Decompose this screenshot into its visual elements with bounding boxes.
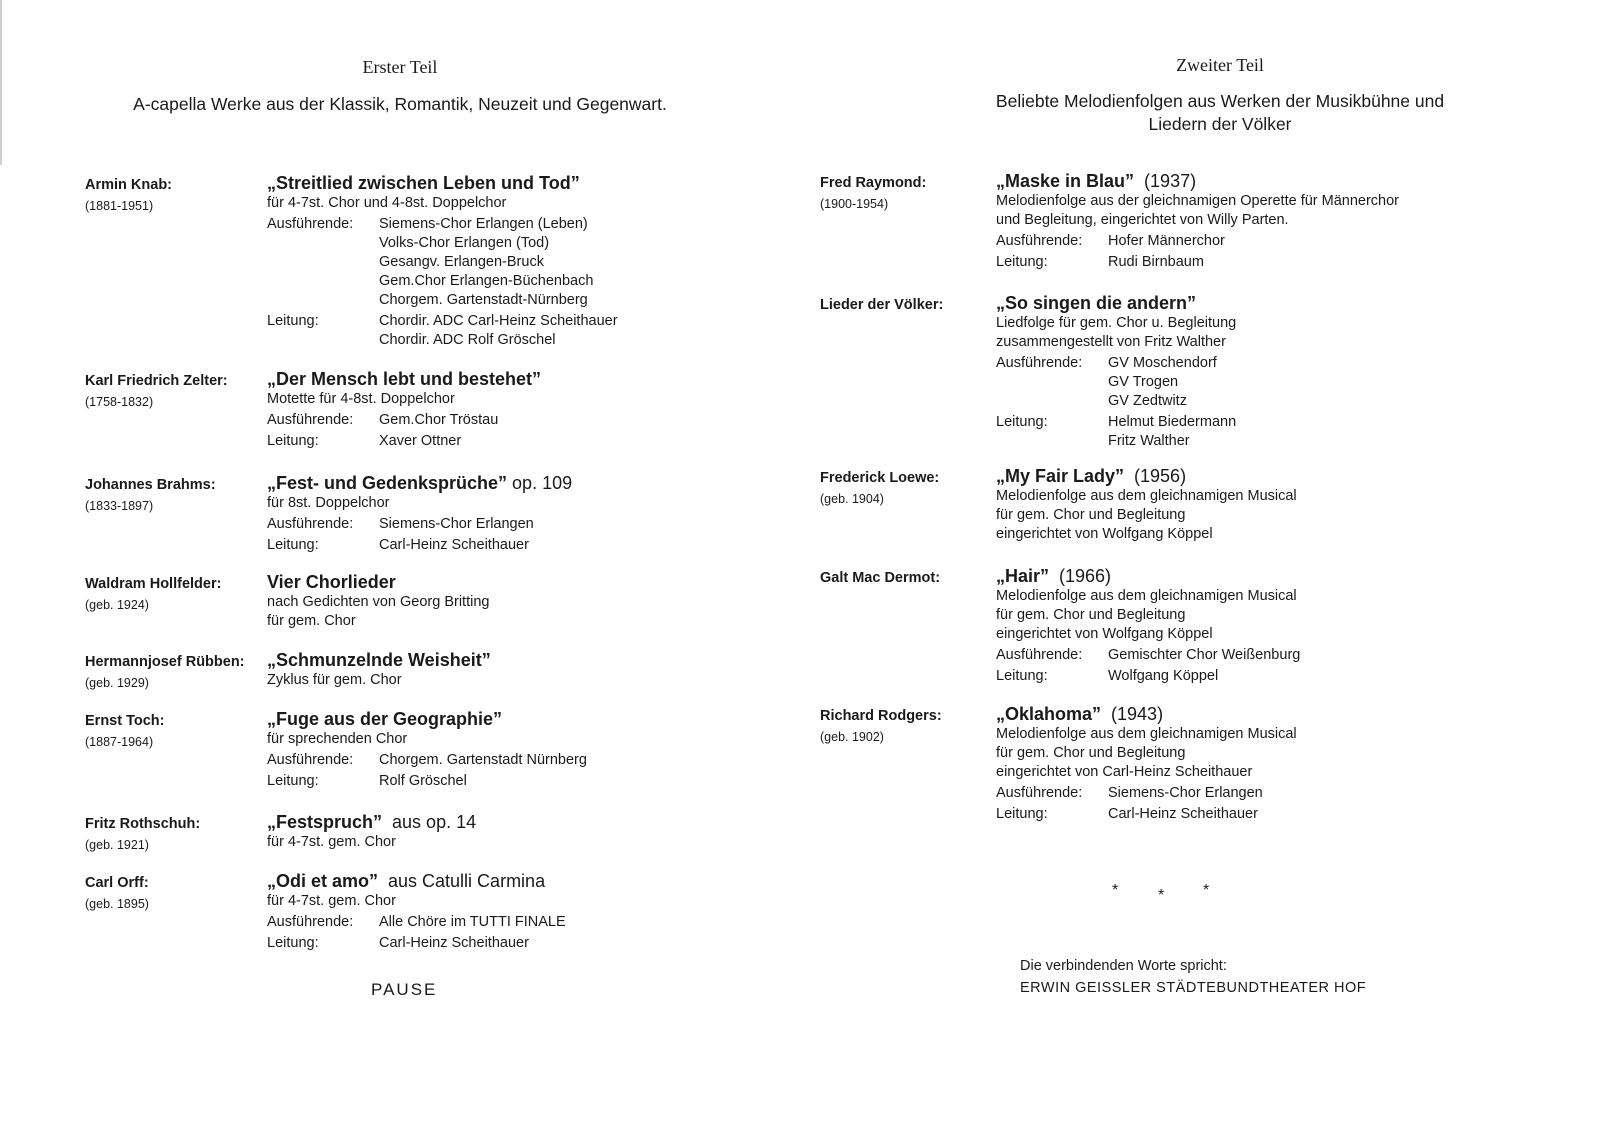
composer (820, 569, 1000, 587)
composer (820, 296, 1000, 314)
pause-label: PAUSE (371, 980, 438, 999)
composer-dates: (geb. 1921) (85, 838, 149, 852)
work-title (996, 292, 1236, 314)
work-description: Melodienfolge aus dem gleichnamigen Musical (996, 588, 1297, 604)
conductor: Carl-Heinz Scheithauer (379, 537, 529, 553)
composer-name: Richard Rodgers: (820, 708, 942, 724)
work-title (996, 703, 1297, 725)
conductor: Carl-Heinz Scheithauer (1108, 806, 1258, 822)
work (267, 472, 572, 555)
work-title (996, 565, 1300, 587)
conductor: Xaver Ottner (379, 433, 462, 449)
performers (267, 913, 566, 932)
work-description: Zyklus für gem. Chor (267, 672, 402, 688)
work-title (267, 870, 566, 892)
performers-label: Ausführende: (996, 647, 1083, 663)
performers-label: Ausführende: (996, 355, 1083, 371)
work-description: Motette für 4-8st. Doppelchor (267, 391, 455, 407)
performer: Gemischter Chor Weißenburg (1108, 647, 1301, 663)
work (996, 170, 1399, 272)
performers-label: Ausführende: (996, 785, 1083, 801)
performer: Chorgem. Gartenstadt Nürnberg (379, 752, 587, 768)
work (996, 565, 1300, 686)
work-title-main: „Schmunzelnde Weisheit” (267, 650, 491, 670)
conductor-label: Leitung: (996, 806, 1048, 822)
work (996, 292, 1236, 451)
conductors (267, 772, 587, 791)
work (267, 870, 566, 953)
work-description: für 4-7st. Chor und 4-8st. Doppelchor (267, 195, 507, 211)
composer-dates: (geb. 1904) (820, 492, 884, 506)
performers (267, 411, 541, 430)
work-title (267, 368, 541, 390)
work-description: für sprechenden Chor (267, 731, 408, 747)
performer: GV Moschendorf (1108, 355, 1217, 371)
work-description: eingerichtet von Wolfgang Köppel (996, 526, 1213, 542)
conductor: Rudi Birnbaum (1108, 254, 1204, 270)
performers (996, 354, 1236, 411)
conductors (996, 253, 1399, 272)
composer (85, 176, 265, 215)
work-description: Melodienfolge aus der gleichnamigen Operette für Männerchor (996, 193, 1400, 209)
composer-name: Ernst Toch: (85, 713, 165, 729)
work-description: Melodienfolge aus dem gleichnamigen Musical (996, 488, 1297, 504)
composer (85, 712, 265, 751)
work-title-extra: (1966) (1049, 566, 1112, 586)
composer (820, 174, 1000, 213)
composer-dates: (geb. 1902) (820, 730, 884, 744)
work-title-main: Vier Chorlieder (267, 572, 396, 592)
performers-label: Ausführende: (267, 216, 354, 232)
composer (85, 372, 265, 411)
performers (267, 515, 572, 534)
work (267, 811, 476, 852)
work-title (267, 811, 476, 833)
conductor: Wolfgang Köppel (1108, 668, 1219, 684)
performers-label: Ausführende: (267, 914, 354, 930)
performers (996, 784, 1297, 803)
composer-name: Johannes Brahms: (85, 477, 216, 493)
conductors (267, 432, 541, 451)
conductor-label: Leitung: (996, 254, 1048, 270)
composer (85, 476, 265, 515)
performers (996, 646, 1300, 665)
work-title-main: „Der Mensch lebt und bestehet” (267, 369, 542, 389)
work-title-main: „Fuge aus der Geographie” (267, 709, 503, 729)
composer (820, 469, 1000, 508)
closing-line-1: Die verbindenden Worte spricht: (1020, 958, 1227, 974)
work-description: für gem. Chor und Begleitung (996, 507, 1186, 523)
performer: Siemens-Chor Erlangen (Leben) (379, 216, 588, 232)
star: * (1112, 882, 1119, 899)
composer-name: Carl Orff: (85, 875, 149, 891)
work-title-extra: aus op. 14 (382, 812, 477, 832)
work (267, 649, 491, 690)
part-two-title: Zweiter Teil (1176, 55, 1264, 75)
closing-note (1020, 955, 1366, 999)
composer-dates: (1833-1897) (85, 499, 154, 513)
work-description: für 4-7st. gem. Chor (267, 893, 396, 909)
performers-label: Ausführende: (267, 412, 354, 428)
performer: Gesangv. Erlangen-Bruck (379, 254, 544, 270)
composer-name: Lieder der Völker: (820, 297, 944, 313)
conductor-label: Leitung: (996, 414, 1048, 430)
work-title (267, 472, 572, 494)
composer (85, 653, 265, 692)
conductors (996, 667, 1300, 686)
work (267, 571, 489, 631)
performers (267, 751, 587, 770)
work-description: Melodienfolge aus dem gleichnamigen Musical (996, 726, 1297, 742)
conductor-label: Leitung: (267, 537, 319, 553)
work-description: nach Gedichten von Georg Britting (267, 594, 490, 610)
work-description: für gem. Chor und Begleitung (996, 607, 1186, 623)
part-two-subtitle-line1: Beliebte Melodienfolgen aus Werken der Musikbühne und (995, 91, 1445, 111)
work-title-main: „Streitlied zwischen Leben und Tod” (267, 173, 580, 193)
work (267, 368, 541, 451)
conductor: Chordir. ADC Carl-Heinz Scheithauer (379, 313, 618, 329)
work-title-main: „Oklahoma” (996, 704, 1102, 724)
conductor: Chordir. ADC Rolf Gröschel (379, 332, 556, 348)
composer-dates: (1758-1832) (85, 395, 154, 409)
composer-dates: (1900-1954) (820, 197, 889, 211)
conductors (267, 312, 618, 350)
composer (85, 874, 265, 913)
performer: GV Trogen (1108, 374, 1179, 390)
work-title-main: „Fest- und Gedenksprüche” (267, 473, 508, 493)
conductor-label: Leitung: (267, 773, 319, 789)
star: * (1203, 882, 1210, 899)
composer-dates: (1887-1964) (85, 735, 154, 749)
composer-name: Karl Friedrich Zelter: (85, 373, 228, 389)
performers-label: Ausführende: (996, 233, 1083, 249)
work-title-main: „Odi et amo” (267, 871, 379, 891)
conductor: Rolf Gröschel (379, 773, 467, 789)
conductor-label: Leitung: (267, 935, 319, 951)
work (996, 703, 1297, 824)
performer: GV Zedtwitz (1108, 393, 1187, 409)
work-title (996, 465, 1297, 487)
composer-name: Waldram Hollfelder: (85, 576, 222, 592)
composer-name: Galt Mac Dermot: (820, 570, 941, 586)
performer: Gem.Chor Tröstau (379, 412, 499, 428)
work-title (267, 571, 489, 593)
work-description: für 8st. Doppelchor (267, 495, 390, 511)
composer-dates: (geb. 1924) (85, 598, 149, 612)
part-one-subtitle: A-capella Werke aus der Klassik, Romantik, Neuzeit und Gegenwart. (133, 94, 667, 114)
performer: Gem.Chor Erlangen-Büchenbach (379, 273, 594, 289)
star: * (1158, 887, 1165, 904)
performers (996, 232, 1399, 251)
composer-name: Hermannjosef Rübben: (85, 654, 245, 670)
work (267, 172, 618, 350)
composer-name: Armin Knab: (85, 177, 172, 193)
composer-dates: (1881-1951) (85, 199, 154, 213)
work-description: Liedfolge für gem. Chor u. Begleitung (996, 315, 1237, 331)
closing-line-2: ERWIN GEISSLER STÄDTEBUNDTHEATER HOF (1020, 980, 1367, 996)
performer: Siemens-Chor Erlangen (379, 516, 534, 532)
composer-name: Fred Raymond: (820, 175, 927, 191)
work-description: eingerichtet von Wolfgang Köppel (996, 626, 1213, 642)
conductor-label: Leitung: (267, 313, 319, 329)
work-description: für 4-7st. gem. Chor (267, 834, 396, 850)
work-title-extra: (1943) (1101, 704, 1164, 724)
conductor-label: Leitung: (267, 433, 319, 449)
work-title (267, 708, 587, 730)
work-title (996, 170, 1399, 192)
work-title-main: „Festspruch” (267, 812, 383, 832)
work-title-main: „My Fair Lady” (996, 466, 1125, 486)
conductors (267, 934, 566, 953)
composer-name: Fritz Rothschuh: (85, 816, 201, 832)
work-description: und Begleitung, eingerichtet von Willy Parten. (996, 212, 1289, 228)
performer: Alle Chöre im TUTTI FINALE (379, 914, 566, 930)
conductors (267, 536, 572, 555)
composer (85, 815, 265, 854)
work-title-main: „Maske in Blau” (996, 171, 1135, 191)
work-title-main: „Hair” (996, 566, 1050, 586)
performer: Hofer Männerchor (1108, 233, 1225, 249)
work-description: für gem. Chor (267, 613, 356, 629)
conductor-label: Leitung: (996, 668, 1048, 684)
composer-name: Frederick Loewe: (820, 470, 940, 486)
work (996, 465, 1297, 544)
work-title-extra: aus Catulli Carmina (378, 871, 546, 891)
conductor: Fritz Walther (1108, 433, 1190, 449)
work-title-extra: (1956) (1124, 466, 1187, 486)
composer (85, 575, 265, 614)
work-title (267, 172, 618, 194)
part-two-subtitle (820, 90, 1600, 136)
conductor: Helmut Biedermann (1108, 414, 1237, 430)
performers (267, 215, 618, 310)
work-title-extra: op. 109 (507, 473, 573, 493)
work-description: zusammengestellt von Fritz Walther (996, 334, 1226, 350)
work (267, 708, 587, 791)
work-title-main: „So singen die andern” (996, 293, 1197, 313)
page-edge (0, 0, 2, 165)
work-description: eingerichtet von Carl-Heinz Scheithauer (996, 764, 1253, 780)
composer-dates: (geb. 1895) (85, 897, 149, 911)
performer: Chorgem. Gartenstadt-Nürnberg (379, 292, 588, 308)
work-title (267, 649, 491, 671)
composer-dates: (geb. 1929) (85, 676, 149, 690)
conductor: Carl-Heinz Scheithauer (379, 935, 529, 951)
performers-label: Ausführende: (267, 752, 354, 768)
performer: Siemens-Chor Erlangen (1108, 785, 1263, 801)
part-two-subtitle-line2: Liedern der Völker (1148, 114, 1292, 134)
conductors (996, 413, 1236, 451)
composer (820, 707, 1000, 746)
work-title-extra: (1937) (1134, 171, 1197, 191)
performer: Volks-Chor Erlangen (Tod) (379, 235, 550, 251)
performers-label: Ausführende: (267, 516, 354, 532)
work-description: für gem. Chor und Begleitung (996, 745, 1186, 761)
part-one-title: Erster Teil (362, 57, 438, 77)
conductors (996, 805, 1297, 824)
